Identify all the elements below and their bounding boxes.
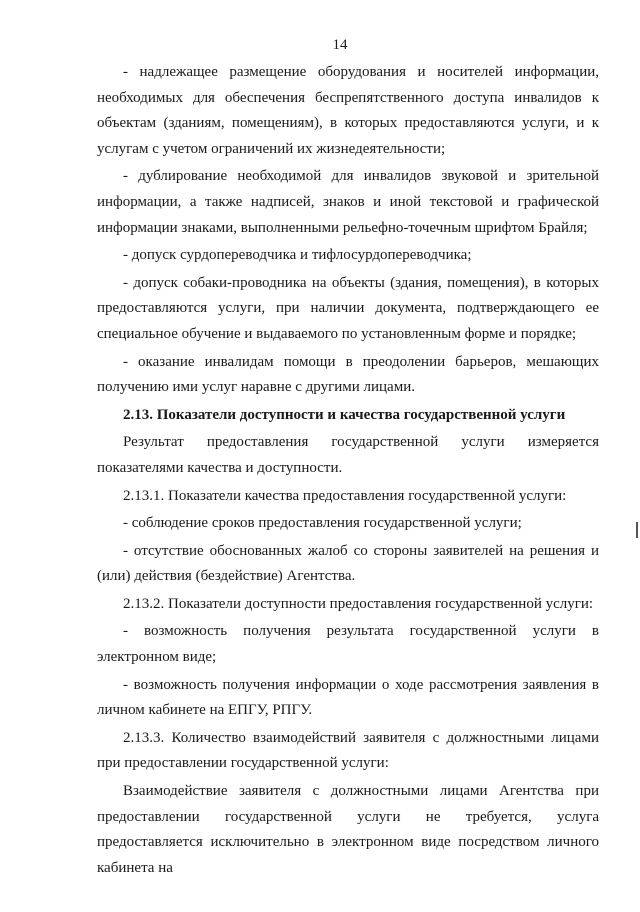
paragraph-sign-interpreter: - допуск сурдопереводчика и тифлосурдопереводчика;: [123, 247, 472, 264]
document-body: [97, 60, 599, 883]
paragraph-duplication-info: - дублирование необходимой для инвалидов звуковой и зрительной информации, а также надписей, знаков и иной текстовой и графической информации знаками, выполненными рельефно-точечным шрифтом Брайля;: [97, 168, 599, 236]
paragraph-deadlines: - соблюдение сроков предоставления государственной услуги;: [123, 515, 522, 532]
paragraph-status-info: - возможность получения информации о ходе рассмотрения заявления в личном кабинете на ЕПГУ, РПГУ.: [97, 676, 599, 719]
paragraph-electronic-result: - возможность получения результата государственной услуги в электронном виде;: [97, 623, 599, 666]
paragraph-interaction: Взаимодействие заявителя с должностными лицами Агентства при предоставлении государственной услуги не требуется, услуга предоставляется исключительно в электронном виде посредством личного кабинета на: [97, 783, 599, 876]
paragraph-guide-dog: - допуск собаки-проводника на объекты (здания, помещения), в которых предоставляются услуги, при наличии документа, подтверждающего ее специальное обучение и выдаваемого по установленным форме и порядке;: [97, 274, 599, 342]
page-number: 14: [332, 37, 348, 53]
paragraph-assistance: - оказание инвалидам помощи в преодолении барьеров, мешающих получению ими услуг наравне с другими лицами.: [97, 353, 599, 396]
paragraph-2-13-1: 2.13.1. Показатели качества предоставления государственной услуги:: [123, 487, 567, 504]
paragraph-result-measure: Результат предоставления государственной услуги измеряется показателями качества и доступности.: [97, 434, 599, 476]
section-heading-2-13: 2.13. Показатели доступности и качества государственной услуги: [123, 406, 566, 423]
paragraph-placement-equipment: - надлежащее размещение оборудования и носителей информации, необходимых для обеспечения беспрепятственного доступа инвалидов к объектам (зданиям, помещениям), в которых предоставляются услуги, и к услугам с учетом ограничений их жизнедеятельности;: [97, 64, 599, 157]
paragraph-2-13-3: 2.13.3. Количество взаимодействий заявителя с должностными лицами при предоставлении государственной услуги:: [97, 729, 599, 772]
scan-edge-mark: [636, 522, 638, 538]
paragraph-2-13-2: 2.13.2. Показатели доступности предоставления государственной услуги:: [123, 595, 594, 612]
paragraph-no-complaints: - отсутствие обоснованных жалоб со стороны заявителей на решения и (или) действия (бездействие) Агентства.: [97, 542, 599, 585]
